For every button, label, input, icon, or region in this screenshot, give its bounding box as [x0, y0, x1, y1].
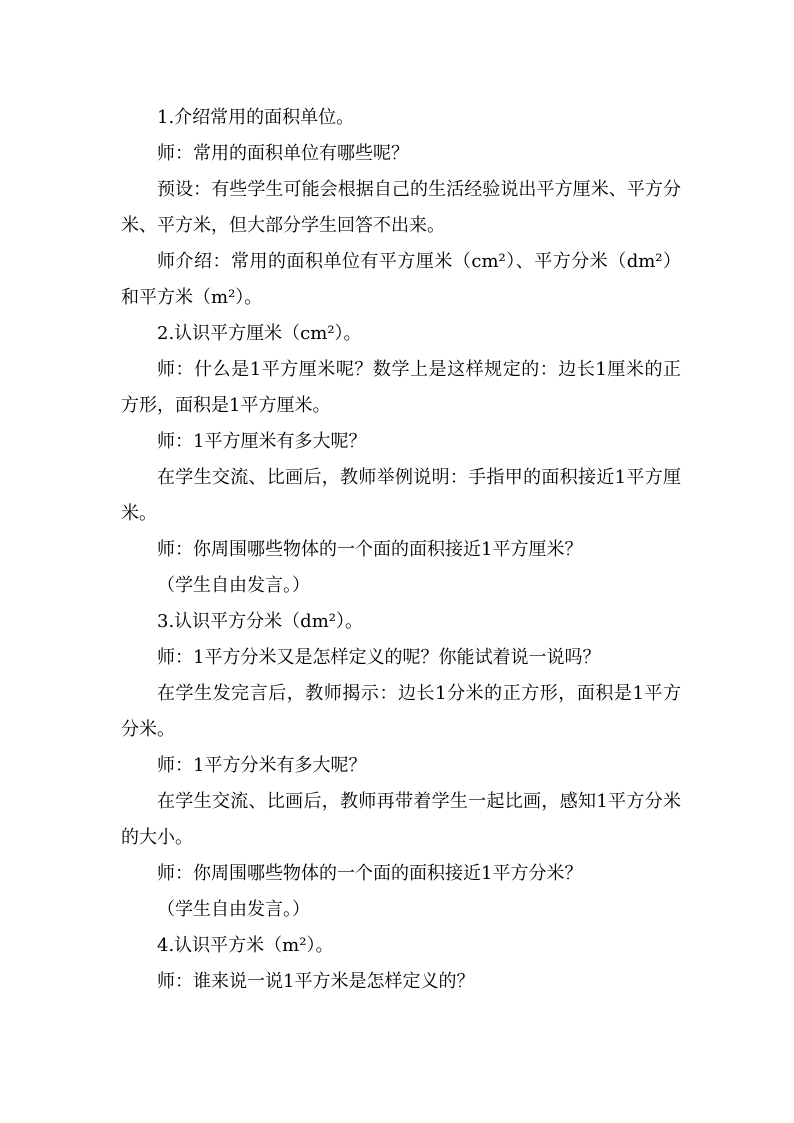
paragraph: 师：1平方分米有多大呢？ — [157, 755, 367, 776]
paragraph: 师：1平方分米又是怎样定义的呢？你能试着说一说吗？ — [157, 647, 601, 668]
heading-2: 2.认识平方厘米（cm²）。 — [157, 323, 362, 344]
paragraph: 师：什么是1平方厘米呢？数学上是这样规定的：边长1厘米的正方形，面积是1平方厘米。 — [121, 359, 681, 416]
document-body — [121, 100, 681, 1000]
paragraph: 在学生交流、比画后，教师举例说明：手指甲的面积接近1平方厘米。 — [121, 467, 681, 524]
paragraph: 师：1平方厘米有多大呢？ — [157, 431, 367, 452]
paragraph: 师介绍：常用的面积单位有平方厘米（cm²）、平方分米（dm²）和平方米（m²）。 — [121, 251, 681, 308]
paragraph: （学生自由发言。） — [157, 575, 310, 596]
heading-4: 4.认识平方米（m²）。 — [157, 935, 334, 956]
paragraph: 师：你周围哪些物体的一个面的面积接近1平方厘米？ — [157, 539, 583, 560]
paragraph: 师：常用的面积单位有哪些呢？ — [157, 143, 409, 164]
paragraph: （学生自由发言。） — [157, 899, 310, 920]
heading-1: 1.介绍常用的面积单位。 — [157, 107, 355, 128]
paragraph: 预设：有些学生可能会根据自己的生活经验说出平方厘米、平方分米、平方米，但大部分学生回答不出来。 — [121, 179, 681, 236]
paragraph: 师：谁来说一说1平方米是怎样定义的？ — [157, 971, 475, 992]
paragraph: 在学生发完言后，教师揭示：边长1分米的正方形，面积是1平方分米。 — [121, 683, 681, 740]
heading-3: 3.认识平方分米（dm²）。 — [157, 611, 363, 632]
paragraph: 在学生交流、比画后，教师再带着学生一起比画，感知1平方分米的大小。 — [121, 791, 681, 848]
paragraph: 师：你周围哪些物体的一个面的面积接近1平方分米？ — [157, 863, 583, 884]
